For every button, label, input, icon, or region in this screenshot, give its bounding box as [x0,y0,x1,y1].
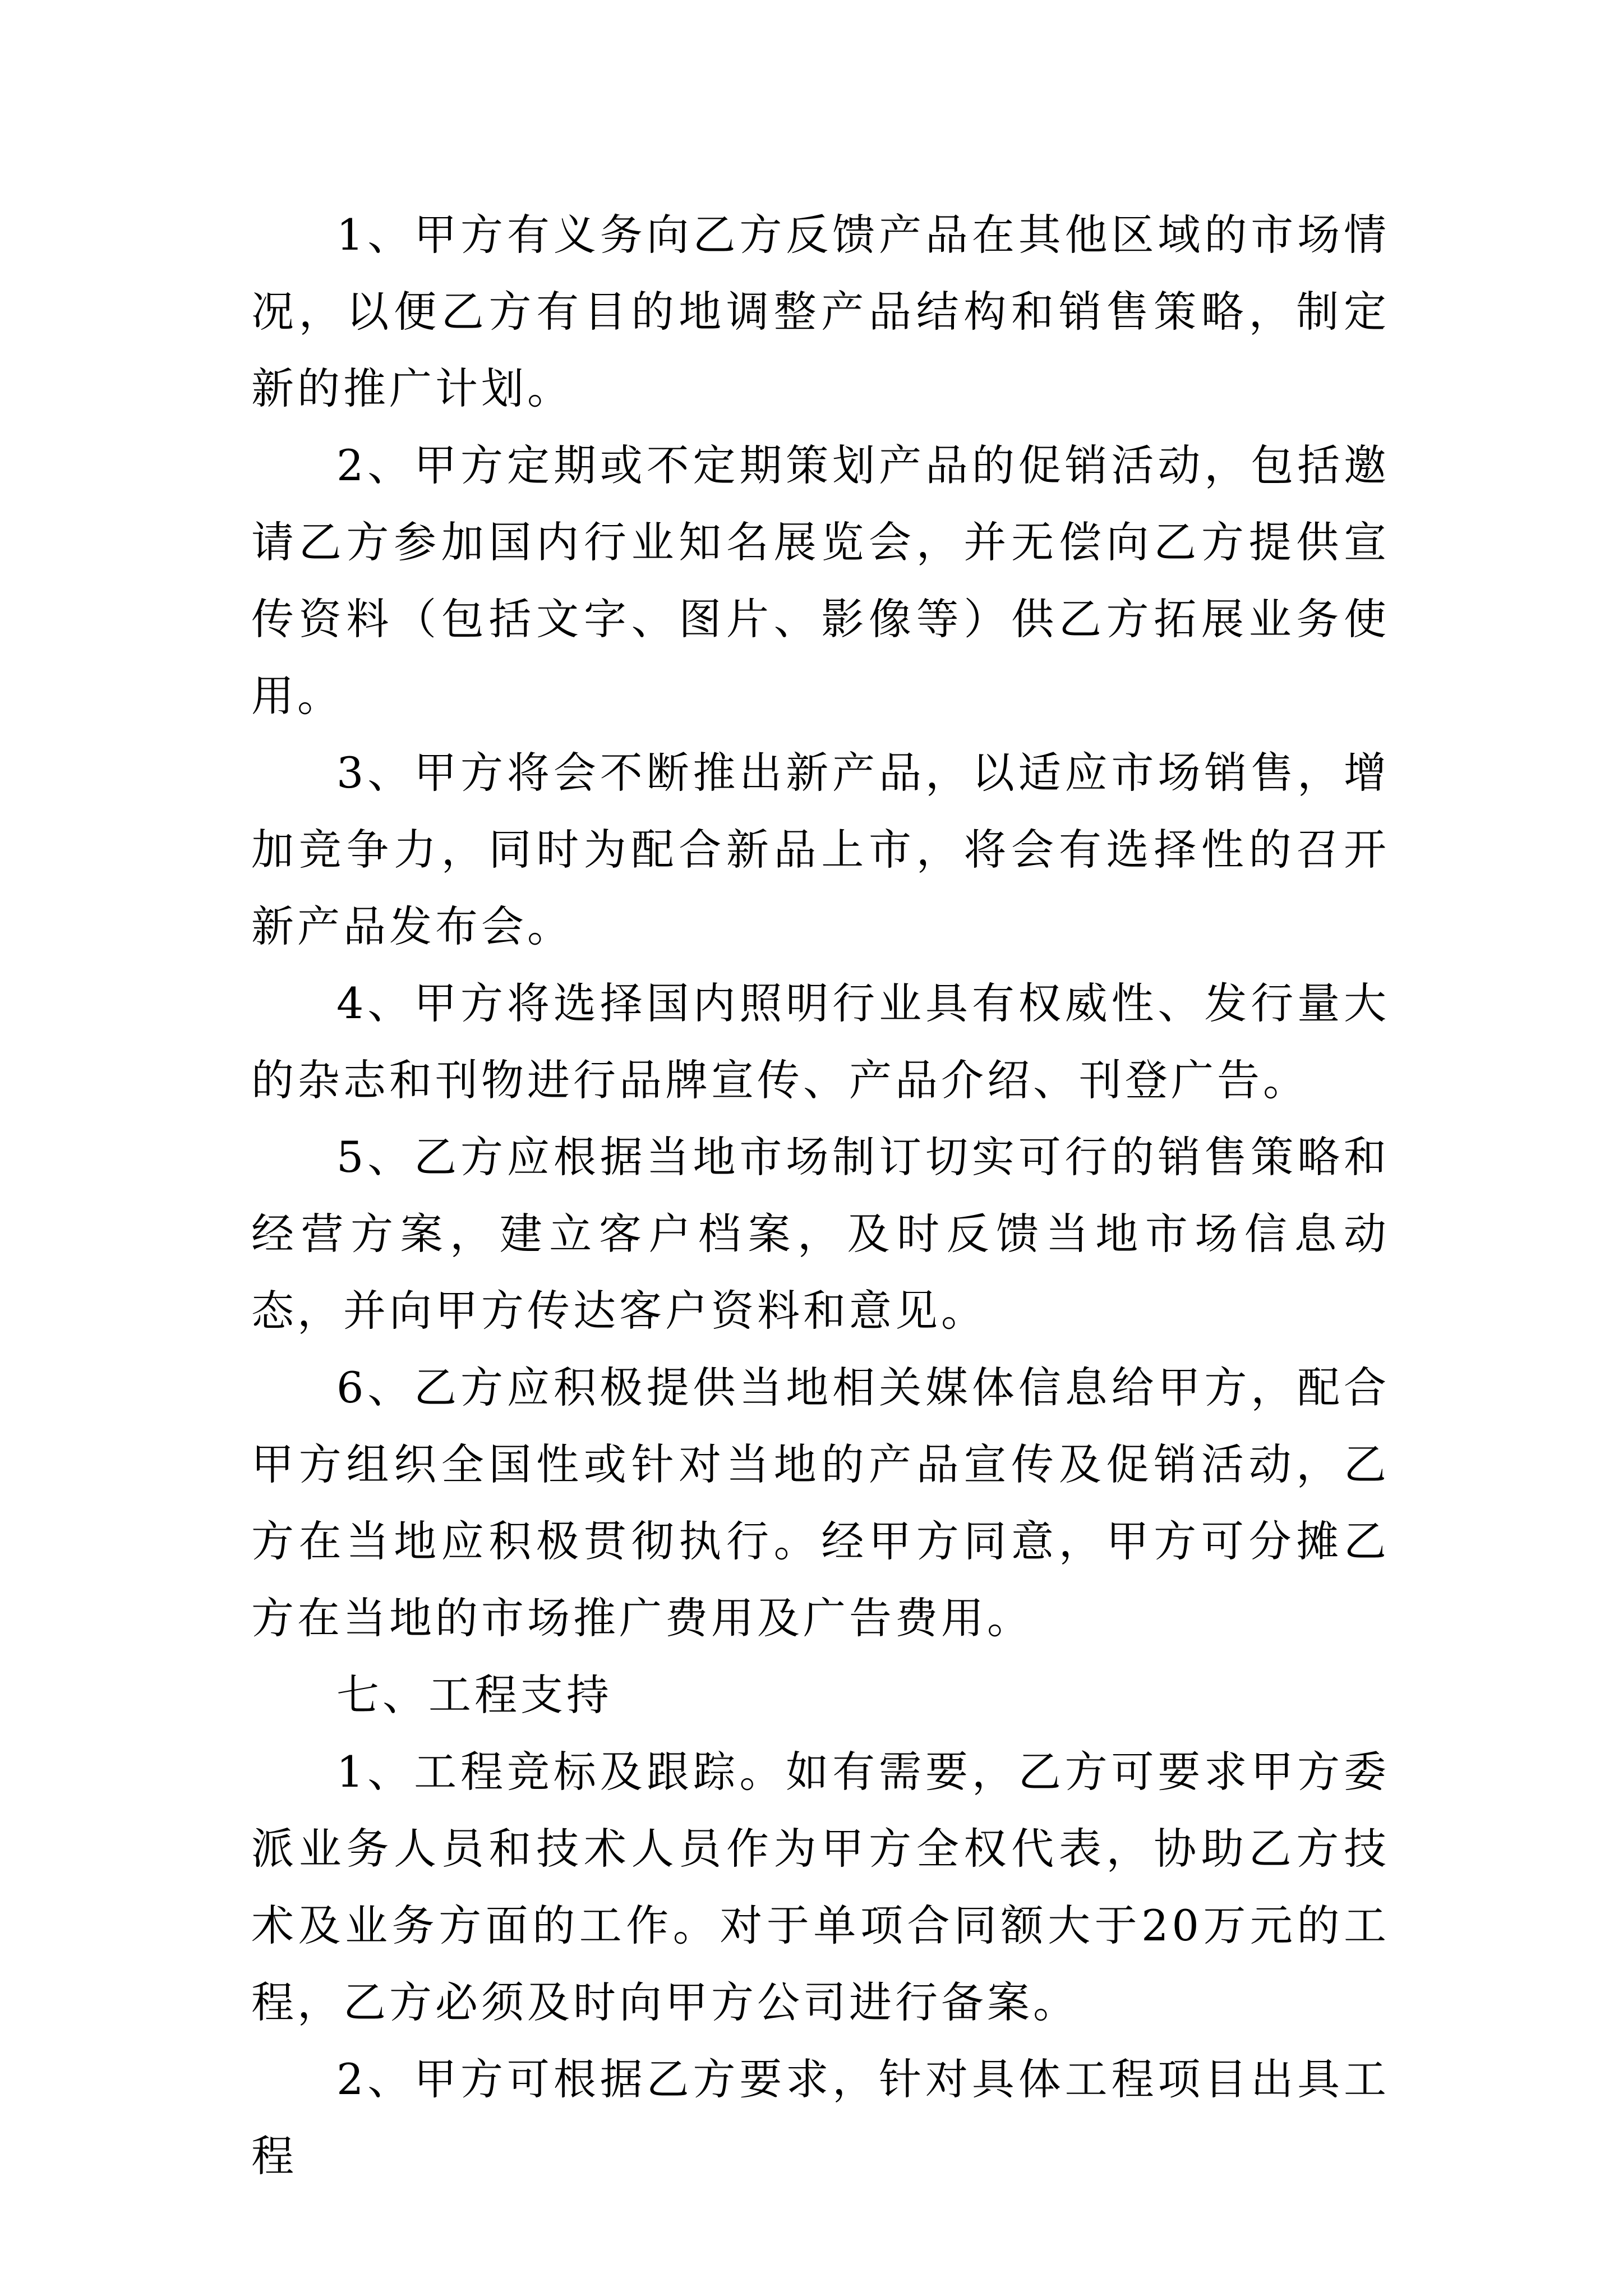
paragraph-sales-strategy: 5、乙方应根据当地市场制订切实可行的销售策略和经营方案，建立客户档案，及时反馈当地市场信息动态，并向甲方传达客户资料和意见。 [251,1132,1390,1336]
paragraph-bidding-tracking: 1、工程竞标及跟踪。如有需要，乙方可要求甲方委派业务人员和技术人员作为甲方全权代表，协助乙方技术及业务方面的工作。对于单项合同额大于20万元的工程，乙方必须及时向甲方公司进行备案。 [251,1747,1390,2027]
paragraph-engineering-documents: 2、甲方可根据乙方要求，针对具体工程项目出具工程 [251,2054,1390,2181]
paragraph-market-feedback: 1、甲方有义务向乙方反馈产品在其他区域的市场情况，以便乙方有目的地调整产品结构和销售策略，制定新的推广计划。 [251,210,1390,413]
paragraph-brand-advertising: 4、甲方将选择国内照明行业具有权威性、发行量大的杂志和刊物进行品牌宣传、产品介绍、刊登广告。 [251,978,1390,1105]
document-body [251,196,1390,2194]
section-heading-engineering-support: 七、工程支持 [336,1670,612,1720]
paragraph-media-cooperation: 6、乙方应积极提供当地相关媒体信息给甲方，配合甲方组织全国性或针对当地的产品宣传及促销活动，乙方在当地应积极贯彻执行。经甲方同意，甲方可分摊乙方在当地的市场推广费用及广告费用。 [251,1363,1390,1643]
paragraph-promotion-activities: 2、甲方定期或不定期策划产品的促销活动，包括邀请乙方参加国内行业知名展览会，并无偿向乙方提供宣传资料（包括文字、图片、影像等）供乙方拓展业务使用。 [251,440,1390,721]
paragraph-new-products: 3、甲方将会不断推出新产品，以适应市场销售，增加竞争力，同时为配合新品上市，将会有选择性的召开新产品发布会。 [251,748,1390,951]
